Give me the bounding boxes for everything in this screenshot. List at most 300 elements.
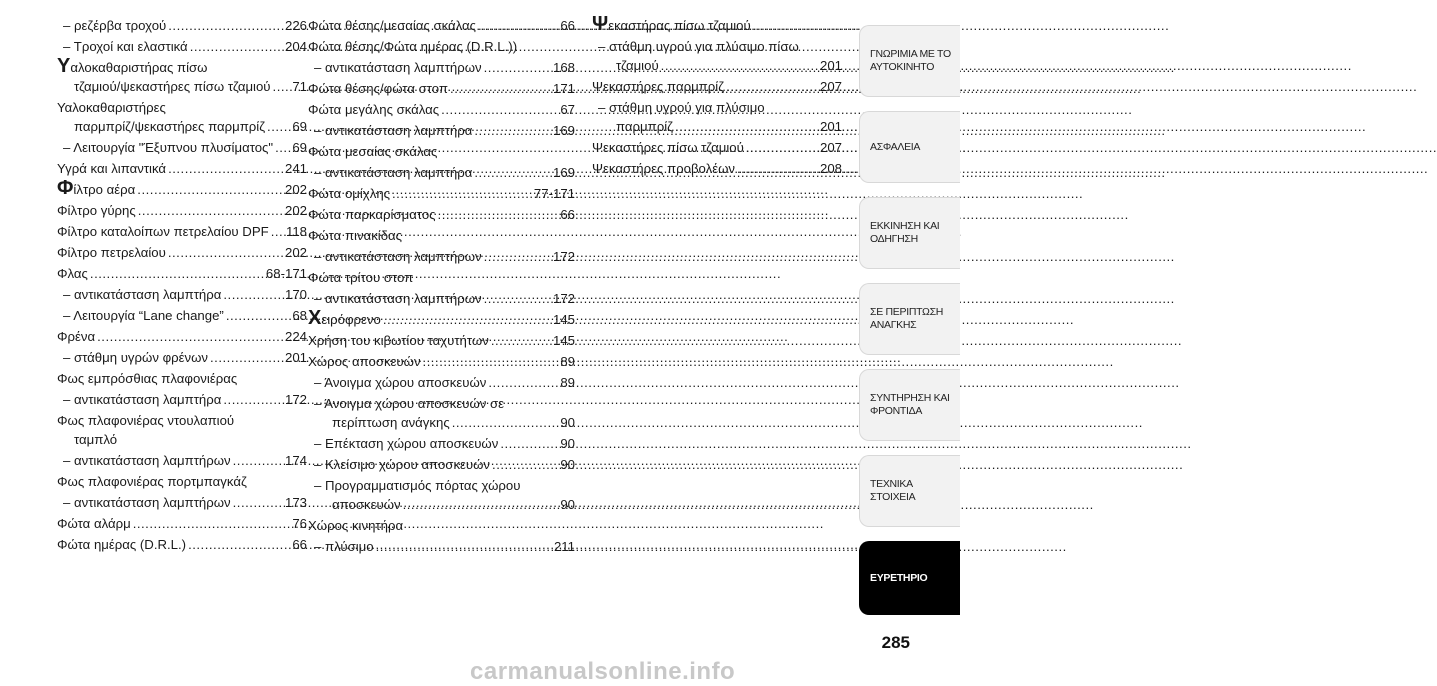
index-term [314,537,374,556]
index-entry-row [57,55,307,77]
index-term-text: Φως εμπρόσθιας πλαφονιέρας [57,371,238,386]
leader-dots [423,352,557,371]
index-entry-row [57,159,307,178]
section-initial-letter: Υ [57,55,71,77]
index-term-text: Ψεκαστήρες προβολέων [592,161,736,176]
index-term [592,138,744,157]
index-term-continuation: τζαμιού/ψεκαστήρες πίσω τζαμιού [74,79,271,94]
index-entry [592,37,842,77]
index-entry [57,306,307,327]
index-term-text: Χώρος κινητήρα [308,518,404,533]
chapter-tab[interactable] [859,283,960,355]
index-entry-row [57,37,307,56]
index-page-ref: 69 [292,140,307,155]
index-entry-row [308,476,575,495]
index-page-ref: 208 [819,161,842,176]
index-term [308,184,390,203]
index-entry-row [308,373,575,392]
chapter-tab-label: ΑΣΦΑΛΕΙΑ [870,140,921,153]
index-term-text: Φώτα αλάρμ [57,516,131,531]
index-term-text: Φίλτρο καταλοίπων πετρελαίου DPF [57,224,269,239]
index-entry-row [57,201,307,220]
index-term-text: Ψεκαστήρες παρμπρίζ [592,79,725,94]
leader-dots [226,306,289,325]
index-entry-row [57,514,307,533]
index-entry-row [308,163,575,182]
index-entry-row [592,56,842,75]
index-entry [308,516,575,537]
leader-dots [478,16,556,35]
index-term-text: Φώτα πινακίδας [308,228,403,243]
leader-dots [726,77,816,96]
index-entry-row [308,495,575,514]
index-entry [592,138,842,159]
chapter-tab[interactable] [859,111,960,183]
index-entry-row [592,98,842,117]
index-term [57,159,166,178]
index-entry-row [57,138,307,157]
index-term-text: Χρήση του κιβωτίου ταχυτήτων [308,333,489,348]
index-entry [308,163,575,184]
leader-dots [376,537,550,556]
index-term-text: – Τροχοί και ελαστικά [63,39,188,54]
index-entry [308,331,575,352]
index-entry [308,476,575,516]
index-term [314,121,472,140]
index-term-text: Φίλτρο πετρελαίου [57,245,166,260]
index-page-ref: 202 [284,245,307,260]
index-term-text: Φρένα [57,329,96,344]
index-term [308,37,517,56]
index-term [57,514,131,533]
index-entry [592,13,842,37]
index-page-ref: 204 [284,39,307,54]
index-entry-row [57,264,307,283]
index-page-ref: 172 [284,392,307,407]
index-entry-row [57,430,307,449]
index-term-text: – Λειτουργία "Έξυπνου πλυσίματος" [63,140,274,155]
index-entry [57,348,307,369]
index-page-ref: 118 [285,224,307,239]
index-term [57,243,166,262]
index-page-ref: 89 [560,354,575,369]
index-term [63,37,188,56]
index-term [57,411,234,430]
index-entry-row [592,13,842,35]
leader-dots [223,285,281,304]
index-entry [57,138,307,159]
chapter-tab-label: ΓΝΩΡΙΜΙΑ ΜΕ ΤΟ ΑΥΤΟΚΙΝΗΤΟ [870,48,951,73]
index-term-text: – αντικατάσταση λαμπτήρα [314,123,473,138]
index-term-continuation: παρμπρίζ [616,119,673,134]
index-term [308,307,381,329]
index-page-ref: 145 [552,312,575,327]
index-term [63,16,166,35]
index-page-ref: 90 [560,436,575,451]
index-column-2 [308,16,575,558]
index-entry [308,289,575,310]
index-term-text: – πλύσιμο [314,539,374,554]
leader-dots [223,390,281,409]
index-entry [57,243,307,264]
chapter-tab-label: ΕΚΚΙΝΗΣΗ ΚΑΙ ΟΔΗΓΗΣΗ [870,220,940,245]
leader-dots [90,264,262,283]
index-entry [57,264,307,285]
index-term-text: Φως πλαφονιέρας ντουλαπιού [57,413,235,428]
index-entry [57,222,307,243]
index-page-ref: 89 [560,375,575,390]
index-page-ref: 201 [819,119,842,134]
index-page-ref: 201 [819,58,842,73]
chapter-tab-label: ΕΥΡΕΤΗΡΙΟ [870,571,928,584]
index-entry [57,98,307,138]
index-entry-row [308,537,575,556]
index-entry [308,16,575,37]
index-entry [57,514,307,535]
index-page-ref: 168 [552,60,575,75]
section-initial-letter: Χ [308,307,322,329]
index-term-text: – Προγραμματισμός πόρτας χώρου [314,478,521,493]
leader-dots [273,77,289,96]
index-term [598,98,765,117]
index-page-ref: 172 [552,291,575,306]
index-term-text: Υαλοκαθαριστήρες [57,100,166,115]
index-entry [57,55,307,98]
index-entry-row [57,535,307,554]
index-page-ref: 202 [284,182,307,197]
page-number: 285 [881,633,910,652]
index-entry-row [308,184,575,203]
leader-dots [450,79,549,98]
index-term-text: Φώτα ημέρας (D.R.L.) [57,537,187,552]
index-entry-row [308,121,575,140]
index-entry-row [592,159,842,178]
index-entry-row [308,205,575,224]
index-entry [57,327,307,348]
index-column-3 [592,13,842,180]
index-entry [57,390,307,411]
chapter-tab-label: ΣΕ ΠΕΡΙΠΤΩΣΗ ΑΝΑΓΚΗΣ [870,306,944,331]
index-column-1 [57,16,307,556]
index-entry-row [308,434,575,453]
leader-dots [392,184,530,203]
leader-dots [484,58,549,77]
index-term [314,163,472,182]
index-term [308,100,439,119]
index-term [57,472,247,491]
leader-dots [188,535,288,554]
index-entry [308,268,575,289]
index-page-ref: 174 [284,453,307,468]
index-term [63,306,224,325]
index-term [314,373,486,392]
index-page-ref: 207 [819,140,842,155]
index-term [308,331,489,350]
index-term-text: Φώτα παρκαρίσματος [308,207,436,222]
index-term [63,390,221,409]
index-page-ref: 68 [292,308,307,323]
index-page-ref: 201 [284,350,307,365]
index-term-text: – αντικατάσταση λαμπτήρων [314,249,482,264]
index-term [63,285,221,304]
index-entry [308,537,575,558]
index-term [308,226,402,245]
index-term-text: Φώτα τρίτου στοπ [308,270,414,285]
leader-dots [133,514,289,533]
index-entry [308,434,575,455]
index-entry [57,37,307,58]
index-entry-row [308,455,575,474]
index-entry-row [308,268,575,287]
index-entry-row [57,493,307,512]
index-term-text: ειρόφρενο [321,312,381,327]
index-term-text: – Άνοιγμα χώρου αποσκευών σε [314,396,505,411]
index-term [57,369,237,388]
index-entry [308,37,575,58]
index-term [314,247,482,266]
leader-dots [233,493,281,512]
index-term-text: – αντικατάσταση λαμπτήρων [63,453,231,468]
index-term-text: Φώτα θέσης/Φώτα ημέρας (D.R.L.)) [308,39,518,54]
index-term [63,348,208,367]
index-entry-row [308,37,575,56]
index-term [57,222,269,241]
index-term [308,352,421,371]
index-term-text: – στάθμη υγρού για πλύσιμο πίσω [598,39,799,54]
index-term-text: – αντικατάσταση λαμπτήρων [63,495,231,510]
leader-dots [403,495,557,514]
index-entry [308,205,575,226]
index-term-continuation: ταμπλό [74,432,118,447]
index-term [63,451,231,470]
index-entry [308,394,575,434]
index-term [592,13,751,35]
index-entry-row [308,394,575,413]
index-entry-row [57,98,307,117]
leader-dots [675,117,816,136]
leader-dots [271,222,282,241]
index-entry-row [308,516,575,535]
leader-dots [452,413,557,432]
chapter-tab[interactable] [859,369,960,441]
index-page-ref: 71 [292,79,307,94]
index-entry [57,16,307,37]
index-term-text: Υγρά και λιπαντικά [57,161,167,176]
leader-dots [168,16,281,35]
index-page-ref: 226 [284,18,307,33]
index-term [57,55,208,77]
index-entry [57,177,307,201]
watermark: carmanualsonline.info [470,658,736,685]
index-page-ref: 90 [560,497,575,512]
leader-dots [484,247,549,266]
index-term [598,37,799,56]
leader-dots [474,121,549,140]
index-entry [57,493,307,514]
index-term [63,493,231,512]
index-term [314,394,504,413]
index-entry-row [592,37,842,56]
index-entry [592,159,842,180]
index-term [308,268,413,287]
leader-dots [383,310,549,329]
index-page-ref: 207 [819,79,842,94]
index-entry-row [308,79,575,98]
index-entry-row [308,142,575,161]
index-term [308,79,448,98]
index-term-continuation: παρμπρίζ/ψεκαστήρες παρμπρίζ [74,119,266,134]
index-page-ref: 172 [552,249,575,264]
index-entry-row [308,289,575,308]
index-entry-row [57,327,307,346]
leader-dots [484,289,549,308]
leader-dots [168,243,281,262]
index-term-text: – στάθμη υγρών φρένων [63,350,208,365]
index-page-ref: 66 [560,18,575,33]
chapter-tab[interactable] [859,541,960,615]
index-term-continuation: αποσκευών [332,497,401,512]
index-term-text: – Άνοιγμα χώρου αποσκευών [314,375,487,390]
index-entry [308,58,575,79]
index-entry [308,79,575,100]
index-entry-row [57,117,307,136]
index-term-continuation: τζαμιού [616,58,659,73]
index-entry-row [308,307,575,329]
index-entry-row [57,243,307,262]
index-page-ref: 171 [552,81,575,96]
chapter-tab-label: ΣΥΝΤΗΡΗΣΗ ΚΑΙ ΦΡΟΝΤΙΔΑ [870,392,950,417]
index-page-ref: 224 [284,329,307,344]
index-term-text: – αντικατάσταση λαμπτήρα [63,392,222,407]
leader-dots [500,434,556,453]
chapter-tab[interactable] [859,197,960,269]
index-term [57,264,88,283]
index-page-ref: 169 [552,123,575,138]
index-term-text: Φίλτρο γύρης [57,203,136,218]
leader-dots [97,327,281,346]
index-entry [308,121,575,142]
index-term-text: Φώτα ομίχλης [308,186,391,201]
index-term-text: – αντικατάσταση λαμπτήρα [314,165,473,180]
leader-dots [233,451,281,470]
index-entry [57,411,307,451]
chapter-tab-label: ΤΕΧΝΙΚΑ ΣΤΟΙΧΕΙΑ [870,478,916,503]
index-entry [308,455,575,476]
index-entry-row [308,247,575,266]
leader-dots [137,180,281,199]
index-entry [57,285,307,306]
index-entry-row [592,117,842,136]
index-term [314,434,498,453]
leader-dots [190,37,281,56]
index-term [57,177,136,199]
index-entry [308,307,575,331]
index-entry-row [57,77,307,96]
index-page-ref: 211 [553,539,575,554]
index-entry [308,247,575,268]
index-term [57,201,136,220]
leader-dots [737,159,816,178]
index-entry-row [308,226,575,245]
index-term [592,77,724,96]
index-entry [57,451,307,472]
index-entry-row [57,369,307,388]
leader-dots [661,56,816,75]
index-term [314,455,490,474]
index-entry-row [308,413,575,432]
index-term-text: Φώτα μεσαίας σκάλας [308,144,438,159]
leader-dots [138,201,281,220]
index-page-ref: 66 [560,207,575,222]
index-entry [308,142,575,163]
index-entry [57,535,307,556]
index-entry-row [57,390,307,409]
index-page-ref: 173 [284,495,307,510]
index-page-ref: 90 [560,415,575,430]
index-entry [308,184,575,205]
leader-dots [275,138,288,157]
index-entry-row [57,348,307,367]
leader-dots [491,331,549,350]
index-entry-row [57,177,307,199]
chapter-tab[interactable] [859,455,960,527]
index-term-continuation: περίπτωση ανάγκης [332,415,450,430]
leader-dots [168,159,281,178]
leader-dots [474,163,549,182]
index-term [314,58,482,77]
index-entry-row [308,331,575,350]
chapter-tab[interactable] [859,25,960,97]
index-term-text: – στάθμη υγρού για πλύσιμο [598,100,765,115]
index-term-text: – ρεζέρβα τροχού [63,18,167,33]
index-entry-row [308,100,575,119]
section-initial-letter: Φ [57,177,74,199]
index-entry-row [592,138,842,157]
index-entry-row [308,58,575,77]
chapter-tabs [859,25,960,629]
index-entry [308,373,575,394]
index-entry-row [592,77,842,96]
leader-dots [441,100,556,119]
index-entry-row [57,222,307,241]
index-page-ref: 69 [292,119,307,134]
index-term-text: – Επέκταση χώρου αποσκευών [314,436,499,451]
index-entry-row [57,16,307,35]
index-term-text: Χώρος αποσκευών [308,354,421,369]
index-entry [57,201,307,222]
index-page-ref: 77-171 [533,186,575,201]
index-term [308,205,436,224]
leader-dots [267,117,288,136]
leader-dots [746,138,816,157]
index-entry [57,472,307,493]
index-entry-row [308,16,575,35]
leader-dots [492,455,556,474]
index-term [592,159,735,178]
index-page-ref: 76 [292,516,307,531]
index-term [314,476,520,495]
index-page-ref: 169 [552,165,575,180]
index-page-ref: 170 [284,287,307,302]
index-term-text: – Λειτουργία “Lane change” [63,308,224,323]
index-term-text: εκαστήρας πίσω τζαμιού [608,18,751,33]
index-term-text: ίλτρο αέρα [73,182,136,197]
index-term-text: – Κλείσιμο χώρου αποσκευών [314,457,491,472]
index-page-ref: 241 [284,161,307,176]
index-term [57,98,166,117]
index-entry [57,159,307,180]
index-term [63,138,273,157]
